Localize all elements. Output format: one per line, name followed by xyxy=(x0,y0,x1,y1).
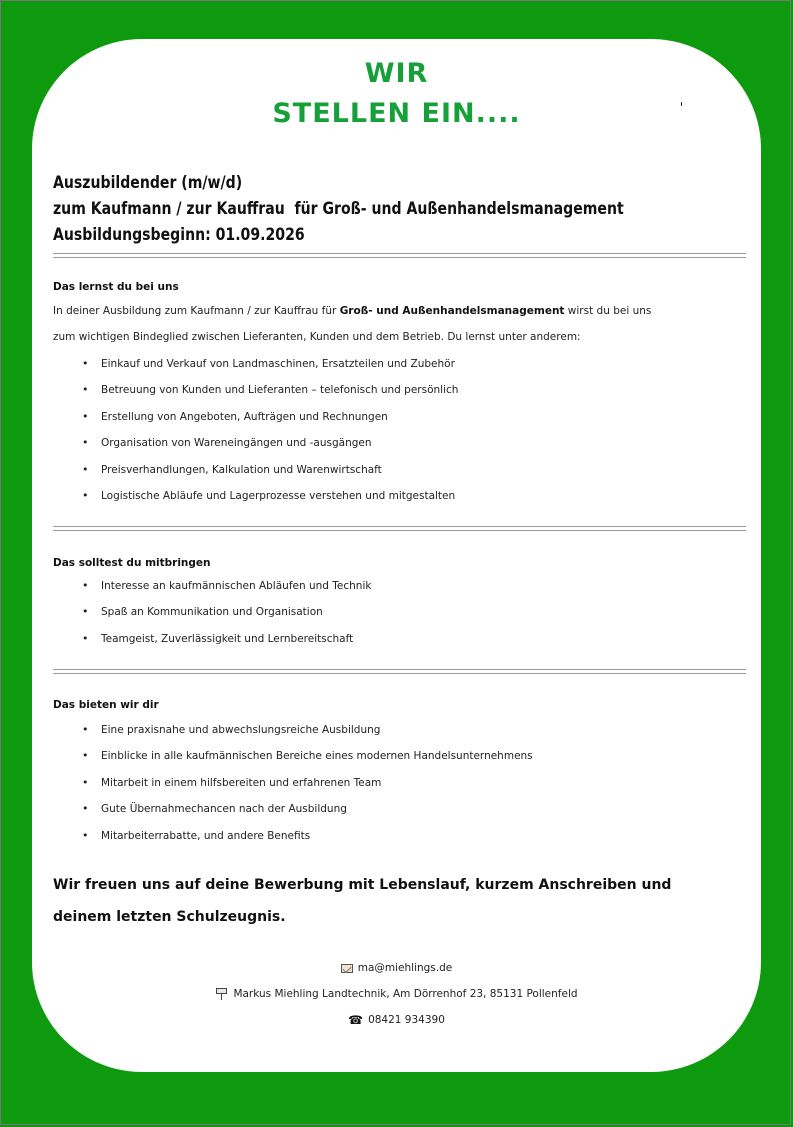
list-item: • Organisation von Wareneingängen und -ausgängen xyxy=(53,434,458,460)
divider xyxy=(53,669,746,674)
list-item: • Preisverhandlungen, Kalkulation und Warenwirtschaft xyxy=(53,461,458,487)
signpost-icon xyxy=(215,988,228,1000)
bring-list xyxy=(53,577,371,656)
contact-email[interactable]: ma@miehlings.de xyxy=(357,962,453,974)
list-item: • Interesse an kaufmännischen Abläufen und Technik xyxy=(53,577,371,603)
job-title xyxy=(53,170,697,248)
section-title-offer: Das bieten wir dir xyxy=(53,699,159,711)
contact-phone-row xyxy=(0,1014,793,1026)
list-item: • Betreuung von Kunden und Lieferanten – telefonisch und persönlich xyxy=(53,381,458,407)
job-title-line-1: Auszubildender (m/w/d) xyxy=(53,173,243,193)
contact-address-row xyxy=(0,988,793,1000)
list-item: • Teamgeist, Zuverlässigkeit und Lernbereitschaft xyxy=(53,630,371,656)
closing-message xyxy=(53,869,733,933)
learn-intro-bold: Groß- und Außenhandelsmanagement xyxy=(339,305,565,317)
headline-wir: WIR xyxy=(364,58,429,89)
list-item: • Mitarbeit in einem hilfsbereiten und erfahrenen Team xyxy=(53,774,533,800)
learn-intro-line-2: zum wichtigen Bindeglied zwischen Lieferanten, Kunden und dem Betrieb. Du lernst unter anderem: xyxy=(53,331,581,343)
job-title-line-2: zum Kaufmann / zur Kauffrau für Groß- und Außenhandelsmanagement xyxy=(53,199,624,219)
list-item: • Einblicke in alle kaufmännischen Bereiche eines modernen Handelsunternehmens xyxy=(53,747,533,773)
envelope-icon xyxy=(341,964,353,973)
list-item: • Erstellung von Angeboten, Aufträgen und Rechnungen xyxy=(53,408,458,434)
divider xyxy=(53,526,746,531)
list-item: • Mitarbeiterrabatte, und andere Benefits xyxy=(53,827,533,853)
list-item: • Eine praxisnahe und abwechslungsreiche Ausbildung xyxy=(53,721,533,747)
list-item: • Spaß an Kommunikation und Organisation xyxy=(53,603,371,629)
closing-line-2: deinem letzten Schulzeugnis. xyxy=(53,909,286,925)
learn-intro-post: wirst du bei uns xyxy=(564,305,652,317)
list-item: • Logistische Abläufe und Lagerprozesse verstehen und mitgestalten xyxy=(53,487,458,513)
contact-phone[interactable]: 08421 934390 xyxy=(368,1014,445,1026)
contact-email-row xyxy=(0,962,793,974)
contact-address: Markus Miehling Landtechnik, Am Dörrenhof 23, 85131 Pollenfeld xyxy=(233,988,578,1000)
list-item: • Einkauf und Verkauf von Landmaschinen, Ersatzteilen und Zubehör xyxy=(53,355,458,381)
offer-list xyxy=(53,721,533,853)
learn-intro xyxy=(53,298,753,350)
list-item: • Gute Übernahmechancen nach der Ausbildung xyxy=(53,800,533,826)
section-title-bring: Das solltest du mitbringen xyxy=(53,557,211,569)
closing-line-1: Wir freuen uns auf deine Bewerbung mit Lebenslauf, kurzem Anschreiben und xyxy=(53,877,672,893)
job-start-date: Ausbildungsbeginn: 01.09.2026 xyxy=(53,225,305,245)
stray-mark xyxy=(681,102,682,106)
learn-list xyxy=(53,355,458,513)
headline-stellen-ein: STELLEN EIN.... xyxy=(272,98,521,129)
learn-intro-pre: In deiner Ausbildung zum Kaufmann / zur Kauffrau für xyxy=(53,305,340,317)
phone-icon: ☎ xyxy=(348,1013,364,1027)
divider xyxy=(53,253,746,258)
section-title-learn: Das lernst du bei uns xyxy=(53,281,179,293)
